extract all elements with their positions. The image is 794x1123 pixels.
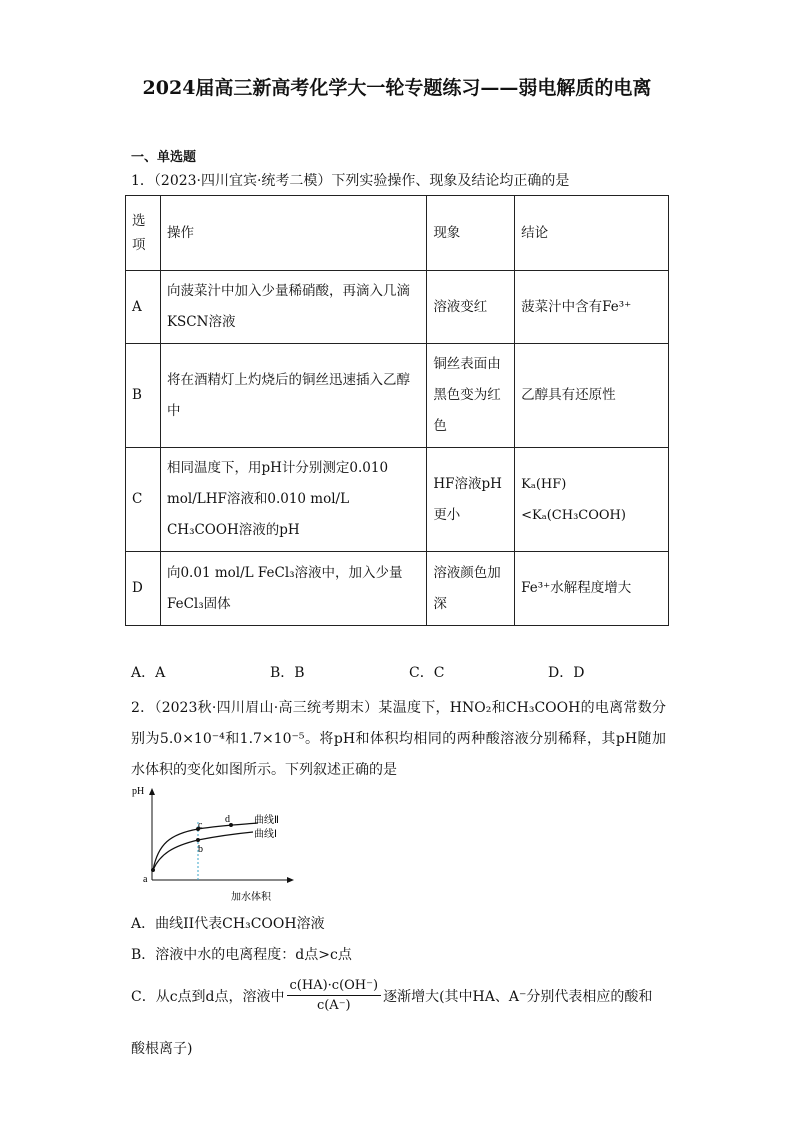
table-header-row (126, 196, 669, 271)
page-title: 2024届高三新高考化学大一轮专题练习——弱电解质的电离 (142, 77, 652, 99)
point-b (196, 838, 200, 842)
fraction-denominator: c(A⁻) (316, 998, 351, 1013)
row-option: C (126, 448, 161, 552)
question-1-stem: 1．（2023·四川宜宾·统考二模）下列实验操作、现象及结论均正确的是 (131, 173, 570, 189)
q2-option-a[interactable]: A．曲线II代表CH₃COOH溶液 (131, 916, 325, 932)
fraction-numerator: c(HA)·c(OH⁻) (287, 978, 382, 996)
y-axis-arrow (149, 788, 155, 795)
q2-option-b[interactable]: B．溶液中水的电离程度：d点>c点 (131, 947, 352, 963)
row-phenomenon: 溶液变红 (427, 271, 515, 344)
row-option: B (126, 344, 161, 448)
point-a (151, 868, 155, 872)
question-2-stem: 2．（2023秋·四川眉山·高三统考期末）某温度下，HNO₂和CH₃COOH的电离常数分别为5.0×10⁻⁴和1.7×10⁻⁵。将pH和体积均相同的两种酸溶液分别稀释，其pH随加水体积的变化如图所示。下列叙述正确的是 (131, 700, 666, 778)
row-phenomenon: 溶液颜色加深 (427, 552, 515, 626)
header-option: 选项 (126, 196, 161, 271)
row-conclusion: 菠菜汁中含有Fe³⁺ (515, 271, 669, 344)
row-phenomenon: 铜丝表面由黑色变为红色 (427, 344, 515, 448)
header-phenomenon: 现象 (427, 196, 515, 271)
row-operation: 向菠菜汁中加入少量稀硝酸，再滴入几滴KSCN溶液 (160, 271, 426, 344)
row-conclusion: Kₐ(HF)<Kₐ(CH₃COOH) (515, 448, 669, 552)
curve-ii-label: 曲线Ⅱ (254, 815, 279, 826)
q2-option-c[interactable] (131, 978, 652, 1013)
ph-dilution-graph (128, 782, 298, 907)
label-a: a (143, 874, 148, 885)
table-row (126, 344, 669, 448)
question-1-table (125, 195, 669, 626)
choice-d[interactable]: D．D (548, 665, 585, 681)
header-conclusion: 结论 (515, 196, 669, 271)
choice-c[interactable]: C．C (409, 665, 445, 681)
table-row (126, 448, 669, 552)
y-axis-label: pH (132, 786, 145, 797)
label-b: b (198, 844, 203, 855)
curve-ii (153, 823, 258, 870)
table-row (126, 271, 669, 344)
table-row (126, 552, 669, 626)
label-c: c (198, 820, 203, 831)
row-option: A (126, 271, 161, 344)
row-operation: 将在酒精灯上灼烧后的铜丝迅速插入乙醇中 (160, 344, 426, 448)
curve-i (153, 832, 253, 870)
x-axis-label: 加水体积 (231, 892, 271, 903)
curve-i-label: 曲线Ⅰ (254, 829, 277, 840)
q2-option-c-prefix: C．从c点到d点，溶液中 (131, 988, 285, 1005)
q2-option-c-fraction (287, 978, 382, 1013)
label-d: d (225, 814, 230, 825)
row-conclusion: 乙醇具有还原性 (515, 344, 669, 448)
header-operation: 操作 (160, 196, 426, 271)
row-option: D (126, 552, 161, 626)
section-heading: 一、单选题 (131, 150, 197, 165)
row-operation: 向0.01 mol/L FeCl₃溶液中，加入少量FeCl₃固体 (160, 552, 426, 626)
row-conclusion: Fe³⁺水解程度增大 (515, 552, 669, 626)
q2-option-c-suffix: 逐渐增大(其中HA、A⁻分别代表相应的酸和 (383, 988, 653, 1005)
row-phenomenon: HF溶液pH更小 (427, 448, 515, 552)
choice-a[interactable]: A．A (131, 665, 166, 681)
row-operation: 相同温度下，用pH计分别测定0.010 mol/LHF溶液和0.010 mol/L CH₃COOH溶液的pH (160, 448, 426, 552)
choice-b[interactable]: B．B (270, 665, 305, 681)
x-axis-arrow (287, 877, 294, 883)
q2-option-c-continuation: 酸根离子) (131, 1041, 193, 1057)
